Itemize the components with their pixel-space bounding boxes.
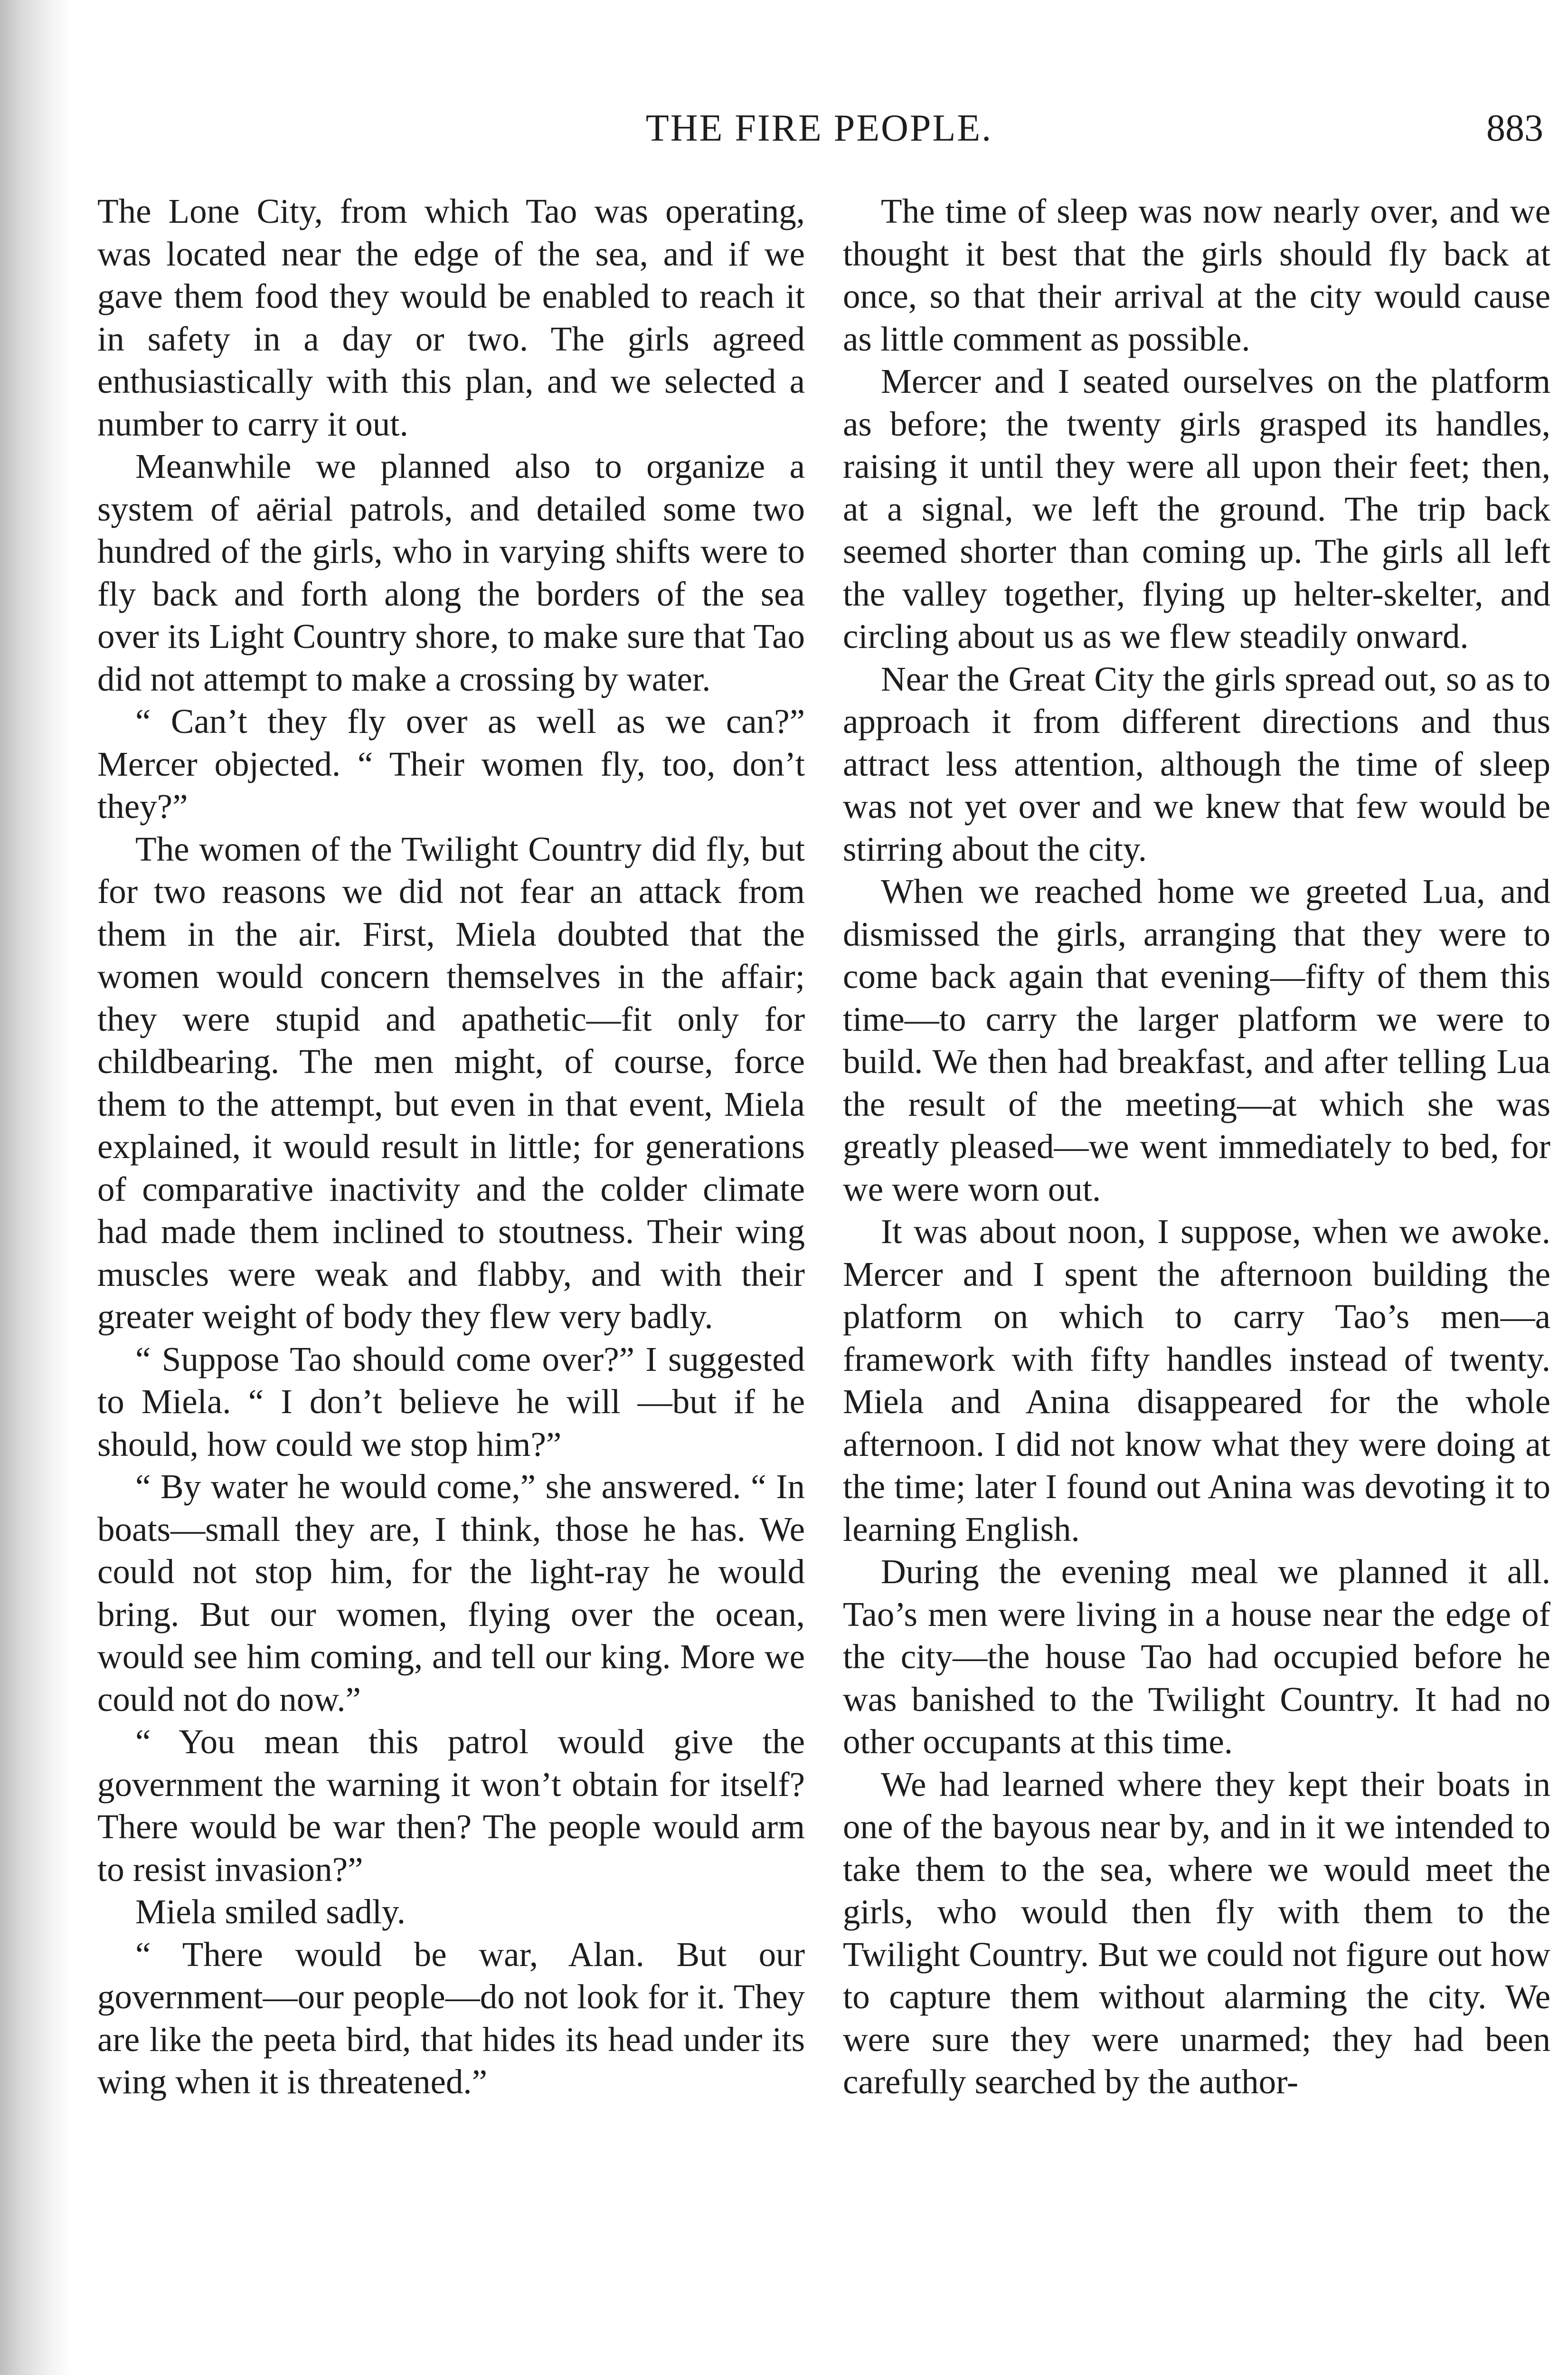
- running-head: [95, 102, 1543, 154]
- paragraph: “ You mean this patrol would give the government the warning it won’t obtain for itself? There would be war then? The people would arm to resist invasion?”: [97, 1722, 805, 1889]
- right-column: [843, 190, 1550, 2103]
- page-number: 883: [1486, 107, 1543, 149]
- paragraph: We had learned where they kept their boats in one of the bayous near by, and in it we intended to take them to the sea, where we would meet the girls, who would then fly with them to the Twilight Country. But we could not figure out how to capture them without alarming the city. We were sure they were unarmed; they had been carefully searched by the author-: [843, 1765, 1550, 2101]
- paragraph: Miela smiled sadly.: [135, 1892, 406, 1931]
- paragraph: The women of the Twilight Country did fly, but for two reasons we did not fear an attack from them in the air. First, Miela doubted that the women would concern themselves in the affair; they were stupid and apathetic—fit only for childbearing. The men might, of course, force them to the attempt, but even in that event, Miela explained, it would result in little; for generations of comparative inactivity and the colder climate had made them inclined to stoutness. Their wing muscles were weak and flabby, and with their greater weight of body they flew very badly.: [97, 829, 805, 1336]
- paragraph: Near the Great City the girls spread out, so as to approach it from different directions and thus attract less attention, although the time of sleep was not yet over and we knew that few would be stirring about the city.: [843, 659, 1550, 868]
- page-binding-shadow: [0, 0, 71, 2375]
- paragraph: When we reached home we greeted Lua, and dismissed the girls, arranging that they were to come back again that evening—fifty of them this time—to carry the larger platform we were to build. We then had breakfast, and after telling Lua the result of the meeting—at which she was greatly pleased—we went immediately to bed, for we were worn out.: [843, 872, 1550, 1208]
- left-column: [97, 190, 805, 2103]
- paragraph: Meanwhile we planned also to organize a system of aërial patrols, and detailed some two hundred of the girls, who in varying shifts were to fly back and forth along the borders of the sea over its Light Country shore, to make sure that Tao did not attempt to make a crossing by water.: [97, 447, 805, 698]
- paragraph: The time of sleep was now nearly over, and we thought it best that the girls should fly back at once, so that their arrival at the city would cause as little comment as possible.: [843, 192, 1550, 358]
- paragraph: “ Can’t they fly over as well as we can?” Mercer objected. “ Their women fly, too, don’t they?”: [97, 702, 805, 826]
- paragraph: Mercer and I seated ourselves on the platform as before; the twenty girls grasped its handles, raising it until they were all upon their feet; then, at a signal, we left the ground. The trip back seemed shorter than coming up. The girls all left the valley together, flying up helter-skelter, and circling about us as we flew steadily onward.: [843, 362, 1550, 656]
- paragraph: During the evening meal we planned it all. Tao’s men were living in a house near the edge of the city—the house Tao had occupied before he was banished to the Twilight Country. It had no other occupants at this time.: [843, 1552, 1550, 1761]
- paragraph: The Lone City, from which Tao was operating, was located near the edge of the sea, and if we gave them food they would be enabled to reach it in safety in a day or two. The girls agreed enthusiastically with this plan, and we selected a number to carry it out.: [97, 192, 805, 443]
- paragraph: It was about noon, I suppose, when we awoke. Mercer and I spent the afternoon building the platform on which to carry Tao’s men—a framework with fifty handles instead of twenty. Miela and Anina disappeared for the whole afternoon. I did not know what they were doing at the time; later I found out Anina was devoting it to learning English.: [843, 1212, 1550, 1548]
- running-title: THE FIRE PEOPLE.: [645, 107, 993, 149]
- paragraph: “ By water he would come,” she answered. “ In boats—small they are, I think, those he has. We could not stop him, for the light-ray he would bring. But our women, flying over the ocean, would see him coming, and tell our king. More we could not do now.”: [97, 1467, 805, 1719]
- paragraph: “ Suppose Tao should come over?” I suggested to Miela. “ I don’t believe he will —but if he should, how could we stop him?”: [97, 1340, 805, 1463]
- paragraph: “ There would be war, Alan. But our government—our people—do not look for it. They are like the peeta bird, that hides its head under its wing when it is threatened.”: [97, 1935, 805, 2101]
